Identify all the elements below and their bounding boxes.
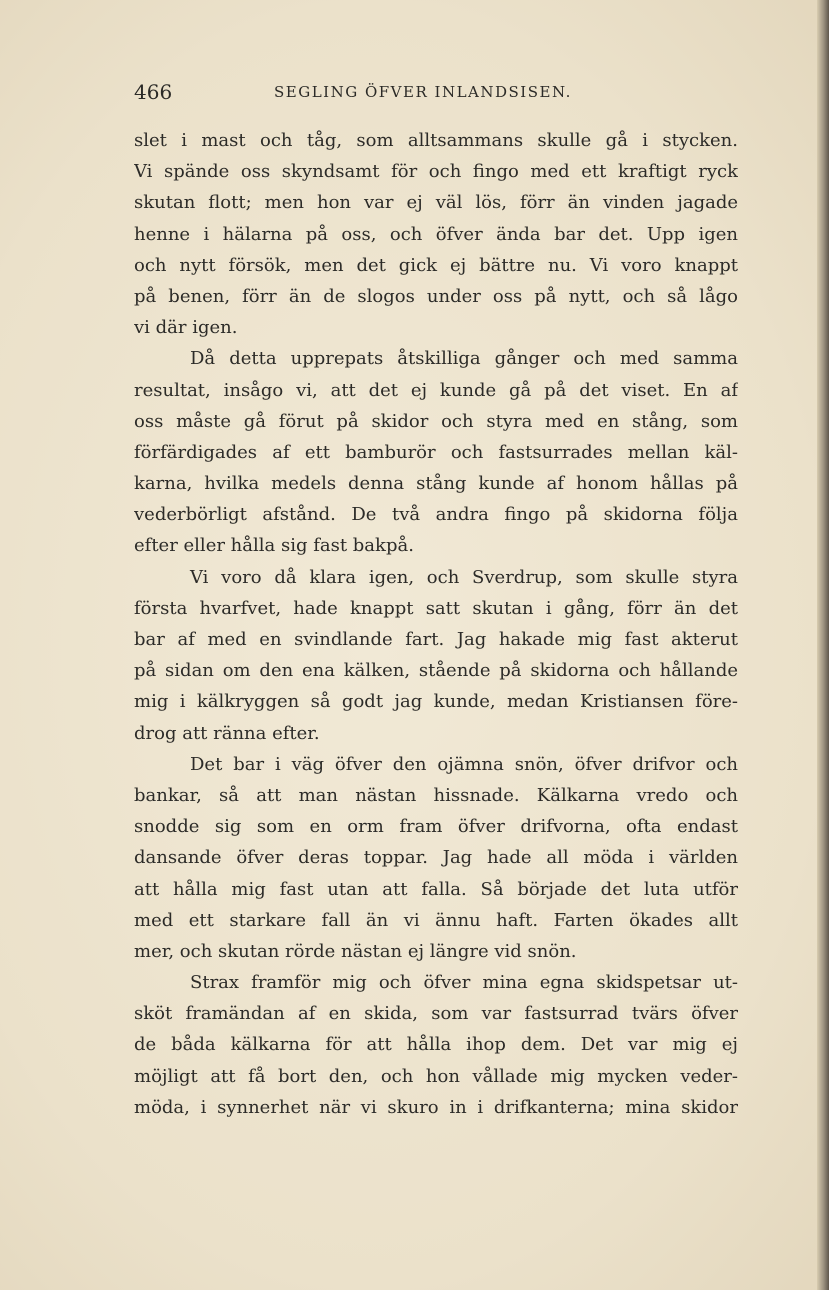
text-line: karna, hvilka medels denna stång kunde af honom hållas på [134,473,738,495]
text-line: resultat, insågo vi, att det ej kunde gå på det viset. En af [134,379,738,401]
text-line: möda, i synnerhet när vi skuro in i drifkanterna; mina skidor [134,1096,738,1118]
text-line: på benen, förr än de slogos under oss på nytt, och så lågo [134,285,738,307]
text-line: bankar, så att man nästan hissnade. Kälkarna vredo och [134,784,738,806]
body-text [134,125,738,1123]
text-line: möjligt att få bort den, och hon vållade mig mycken veder- [134,1065,738,1087]
text-line: på sidan om den ena kälken, stående på skidorna och hållande [134,660,738,682]
text-line: henne i hälarna på oss, och öfver ända bar det. Upp igen [134,223,738,245]
text-line: att hålla mig fast utan att falla. Så började det luta utför [134,878,738,900]
text-line: drog att ränna efter. [134,722,320,744]
text-line: Vi voro då klara igen, och Sverdrup, som skulle styra [190,566,738,588]
text-line: med ett starkare fall än vi ännu haft. Farten ökades allt [134,909,738,931]
text-line: vederbörligt afstånd. De två andra fingo på skidorna följa [134,504,738,526]
text-line: första hvarfvet, hade knappt satt skutan i gång, förr än det [134,597,738,619]
text-line: dansande öfver deras toppar. Jag hade all möda i världen [134,847,738,869]
text-line: skutan flott; men hon var ej väl lös, förr än vinden jagade [134,192,738,214]
text-line: slet i mast och tåg, som alltsammans skulle gå i stycken. [134,130,738,151]
text-line: mer, och skutan rörde nästan ej längre vid snön. [134,940,577,962]
text-line: och nytt försök, men det gick ej bättre nu. Vi voro knappt [134,254,738,276]
text-line: sköt framändan af en skida, som var fastsurrad tvärs öfver [134,1003,738,1025]
text-line: bar af med en svindlande fart. Jag hakade mig fast akterut [134,629,738,650]
running-title: SEGLING ÖFVER INLANDSISEN. [274,83,572,101]
text-line: förfärdigades af ett bamburör och fastsurrades mellan käl- [134,441,738,463]
page-header [134,80,604,110]
text-line: snodde sig som en orm fram öfver drifvorna, ofta endast [134,816,738,838]
text-line: oss måste gå förut på skidor och styra med en stång, som [134,410,738,432]
text-line: de båda kälkarna för att hålla ihop dem. Det var mig ej [134,1034,738,1056]
text-line: vi där igen. [134,317,238,339]
text-line: Det bar i väg öfver den ojämna snön, öfver drifvor och [190,753,738,775]
text-line: mig i kälkryggen så godt jag kunde, medan Kristiansen före- [134,691,738,713]
page-edge-shadow [817,0,829,1290]
text-line: Strax framför mig och öfver mina egna skidspetsar ut- [190,972,738,994]
text-line: Vi spände oss skyndsamt för och fingo med ett kraftigt ryck [134,161,738,183]
text-line: efter eller hålla sig fast bakpå. [134,535,414,557]
text-line: Då detta upprepats åtskilliga gånger och med samma [190,348,738,370]
page-number: 466 [134,80,173,104]
